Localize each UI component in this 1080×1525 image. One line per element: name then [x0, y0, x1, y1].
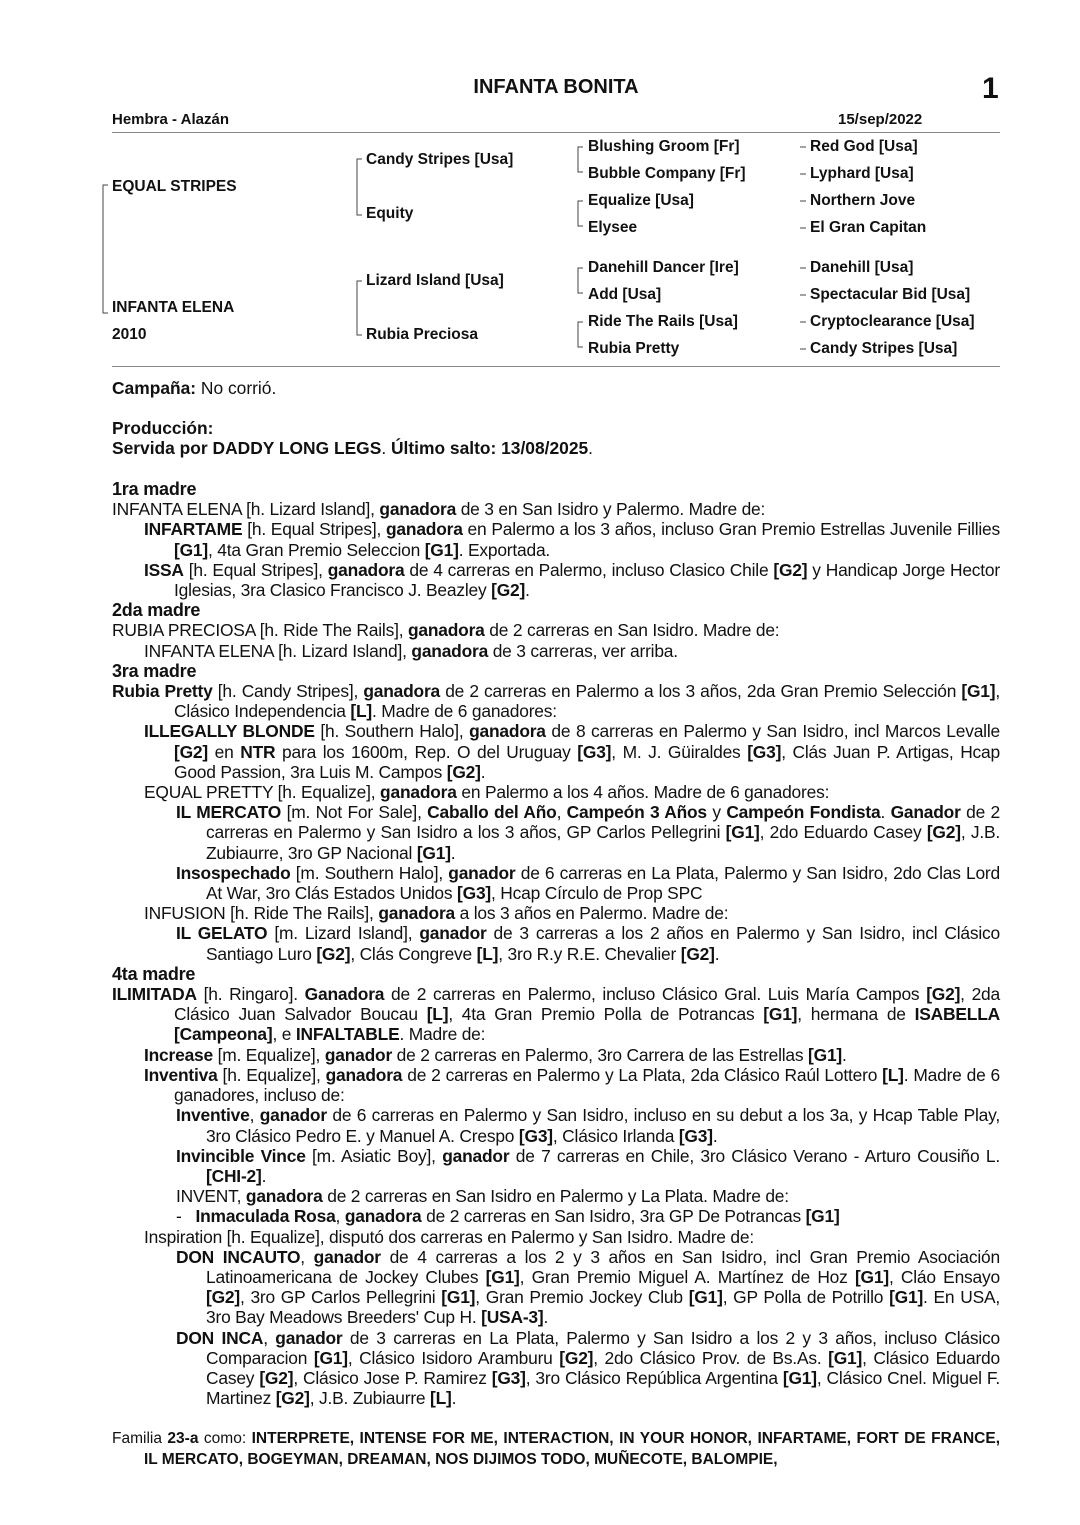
pedigree-gen4-8: Candy Stripes [Usa] [810, 340, 958, 357]
pedigree-gen3-5: Danehill Dancer [Ire] [588, 259, 739, 276]
section-1ra-madre: 1ra madre [112, 479, 197, 499]
pedigree-sire: EQUAL STRIPES [112, 178, 237, 195]
sex-color: Hembra - Alazán [112, 111, 229, 128]
pedigree-gen4-7: Cryptoclearance [Usa] [810, 313, 975, 330]
pedigree-dam: INFANTA ELENA [112, 299, 235, 316]
served-by: DADDY LONG LEGS [212, 438, 382, 459]
maternal-family: 1ra madre INFANTA ELENA [h. Lizard Island], ganadora de 3 en San Isidro y Palermo. Madre de: INFARTAME [h. Equal Stripes], ganadora en Palermo a los 3 años, incluso Gran Premio Estrellas Juvenile Fillies [G1], 4ta Gran Premio Seleccion [G1]. Exportada. ISSA [h. Equal Stripes], ganadora de 4 carreras en Palermo, incluso Clasico Chile [G2] y Handicap Jorge Hector Iglesias, 3ra Clasico Francisco J. Beazley [G2]. 2da madre RUBIA PRECIOSA [h. Ride The Rails], ganadora de 2 carreras en San Isidro. Madre de: INFANTA ELENA [h. Lizard Island], ganadora de 3 carreras, ver arriba. 3ra madre Rubia Pretty [h. Candy Stripes], ganadora de 2 carreras en Palermo a los 3 años, 2da Gran Premio Selección [G1], Clásico Independencia [L]. Madre de 6 ganadores: ILLEGALLY BLONDE [h. Southern Halo], ganadora de 8 carreras en Palermo y San Isidro, incl Marcos Levalle [G2] en NTR para los 1600m, Rep. O del Uruguay [G3], M. J. Güiraldes [G3], Clás Juan P. Artigas, Hcap Good Passion, 3ra Luis M. Campos [G2]. EQUAL PRETTY [h. Equalize], ganadora en Palermo a los 4 años. Madre de 6 ganadores: IL MERCATO [m. Not For Sale], Caballo del Año, Campeón 3 Años y Campeón Fondista. Ganador de 2 carreras en Palermo y San Isidro a los 3 años, GP Carlos Pellegrini [G1], 2do Eduardo Casey [G2], J.B. Zubiaurre, 3ro GP Nacional [G1]. Insospechado [m. Southern Halo], ganador de 6 carreras en La Plata, Palermo y San Isidro, 2do Clas Lord At War, 3ro Clás Estados Unidos [G3], Hcap Círculo de Prop SPC INFUSION [h. Ride The Rails], ganadora a los 3 años en Palermo. Madre de: IL GELATO [m. Lizard Island], ganador de 3 carreras a los 2 años en Palermo y San Isidro, incl Clásico Santiago Luro [G2], Clás Congreve [L], 3ro R.y R.E. Chevalier [G2]. 4ta madre ILIMITADA [h. Ringaro]. Ganadora de 2 carreras en Palermo, incluso Clásico Gral. Luis María Campos [G2], 2da Clásico Juan Salvador Boucau [L], 4ta Gran Premio Polla de Potrancas [G1], hermana de ISABELLA [Campeona], e INFALTABLE. Madre de: Increase [m. Equalize], ganador de 2 carreras en Palermo, 3ro Carrera de las Estrellas [G1]. Inventiva [h. Equalize], ganadora de 2 carreras en Palermo y La Plata, 2da Clásico Raúl Lottero [L]. Madre de 6 ganadores, incluso de: Inventive, ganador de 6 carreras en Palermo y San Isidro, incluso en su debut a los 3a, y Hcap Table Play, 3ro Clásico Pedro E. y Manuel A. Crespo [G3], Clásico Irlanda [G3]. Invincible Vince [m. Asiatic Boy], ganador de 7 carreras en Chile, 3ro Clásico Verano - Arturo Cousiño L. [CHI-2]. INVENT, ganadora de 2 carreras en San Isidro en Palermo y La Plata. Madre de: - Inmaculada Rosa, ganadora de 2 carreras en San Isidro, 3ra GP De Potrancas [G1] Inspiration [h. Equalize], disputó dos carreras en Palermo y San Isidro. Madre de: DON INCAUTO, ganador de 4 carreras a los 2 y 3 años en San Isidro, incl Gran Premio Asociación Latinoamericana de Jockey Clubes [G1], Gran Premio Miguel A. Martínez de Hoz [G1], Cláo Ensayo [G2], 3ro GP Carlos Pellegrini [G1], Gran Premio Jockey Club [G1], GP Polla de Potrillo [G1]. En USA, 3ro Bay Meadows Breeders' Cup H. [USA-3]. DON INCA, ganador de 3 carreras en La Plata, Palermo y San Isidro a los 2 y 3 años, incluso Clásico Comparacion [G1], Clásico Isidoro Aramburu [G2], 2do Clásico Prov. de Bs.As. [G1], Clásico Eduardo Casey [G2], Clásico Jose P. Ramirez [G3], 3ro Clásico República Argentina [G1], Clásico Cnel. Miguel F. Martinez [G2], J.B. Zubiaurre [L]. [112, 479, 1001, 1409]
family-como: como: [203, 1430, 247, 1447]
pedigree-gen3-7: Ride The Rails [Usa] [588, 313, 738, 330]
last-jump: Último salto: 13/08/2025 [390, 438, 589, 459]
pedigree-gen3-8: Rubia Pretty [588, 340, 680, 357]
pedigree-gen4-2: Lyphard [Usa] [810, 165, 914, 182]
campaign-block [112, 378, 1000, 398]
family-list: INTERPRETE, INTENSE FOR ME, INTERACTION, IN YOUR HONOR, INFARTAME, FORT DE FRANCE, IL MERCATO, BOGEYMAN, DREAMAN, NOS DIJIMOS TODO, MUÑECOTE, BALOMPIE, [144, 1430, 1001, 1468]
section-2da-madre: 2da madre [112, 600, 201, 621]
pedigree-dam-year: 2010 [112, 326, 147, 343]
pedigree-gen4-6: Spectacular Bid [Usa] [810, 286, 971, 303]
pedigree-gen4-1: Red God [Usa] [810, 138, 918, 155]
family-footer [112, 1428, 1000, 1470]
pedigree-gen3-6: Add [Usa] [588, 286, 662, 303]
pedigree-gen4-5: Danehill [Usa] [810, 259, 914, 276]
section-3ra-madre: 3ra madre [112, 660, 197, 681]
section-4ta-madre: 4ta madre [112, 963, 196, 984]
pedigree-gen4-4: El Gran Capitan [810, 219, 927, 236]
pedigree-gen3-1: Blushing Groom [Fr] [588, 138, 740, 155]
campaign-text: No corrió. [200, 378, 277, 398]
campaign-label: Campaña: [112, 378, 197, 398]
lot-number: 1 [982, 72, 999, 105]
pedigree-gen3-3: Equalize [Usa] [588, 192, 694, 209]
horse-name: INFANTA BONITA [473, 76, 639, 98]
pedigree-gen4-3: Northern Jove [810, 192, 916, 209]
pedigree-gen2-3: Lizard Island [Usa] [366, 272, 504, 289]
production-block: Producción: Servida por DADDY LONG LEGS. Último salto: 13/08/2025. [112, 418, 1000, 458]
pedigree-gen2-4: Rubia Preciosa [366, 326, 478, 343]
pedigree-gen3-4: Elysee [588, 219, 638, 236]
production-label: Producción: [112, 418, 214, 438]
served-prefix: Servida por [112, 438, 208, 459]
birth-date: 15/sep/2022 [838, 111, 923, 128]
pedigree-gen2-2: Equity [366, 205, 414, 222]
family-number: 23-a [167, 1430, 199, 1447]
pedigree-gen3-2: Bubble Company [Fr] [588, 165, 746, 182]
family-prefix: Familia [112, 1430, 162, 1447]
pedigree-gen2-1: Candy Stripes [Usa] [366, 151, 514, 168]
